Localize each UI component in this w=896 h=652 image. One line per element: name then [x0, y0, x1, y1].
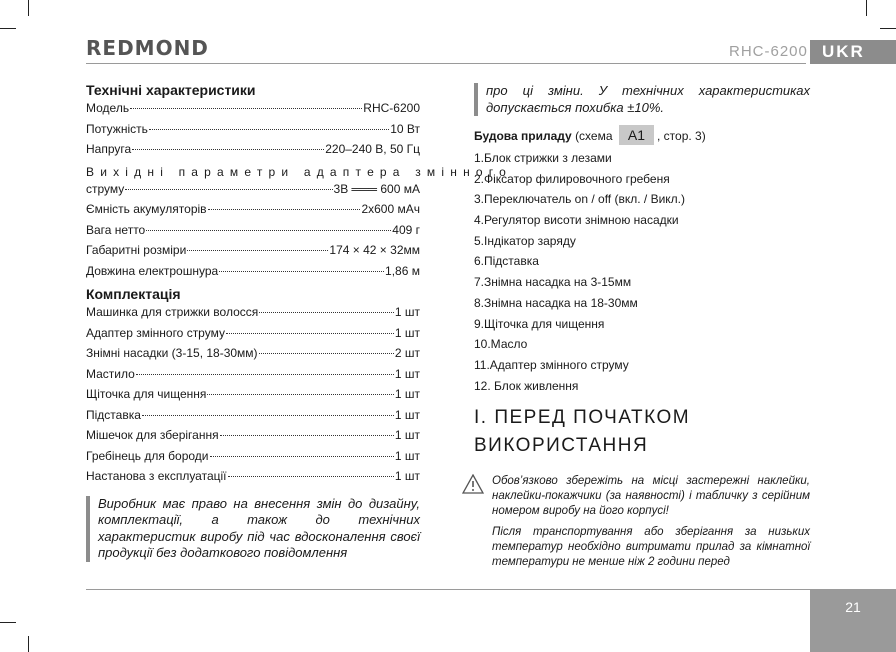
- structure-title: Будова приладу (схема A1 , стор. 3): [474, 127, 706, 143]
- kit-row: Знімні насадки (3-15, 18-30мм) 2 шт: [86, 346, 420, 360]
- list-item: 9.Щіточка для чищення: [474, 316, 605, 331]
- footer-divider: [86, 589, 810, 590]
- spec-row: Ємність акумуляторів 2х600 мАч: [86, 202, 420, 216]
- crop-mark: [0, 28, 16, 29]
- kit-row: Гребінець для бороди 1 шт: [86, 448, 420, 463]
- spec-row: Напруга 220–240 В, 50 Гц: [86, 142, 420, 156]
- warning-block: [462, 474, 810, 576]
- spec-row: Габаритні розміри 174 × 42 × 32мм: [86, 243, 420, 257]
- language-tab: UKR: [810, 40, 896, 64]
- specs-title: Технічні характеристики: [86, 82, 256, 98]
- list-item: 1.Блок стрижки з лезами: [474, 151, 612, 165]
- list-item: 10.Масло: [474, 337, 528, 352]
- warning-text: Після транспортування або зберігання за низьких температур необхідно витримати прилад за кімнатної температури не менше ніж 2 години перед: [492, 526, 810, 568]
- spec-row: струму 3В ═══ 600 мА: [86, 181, 420, 196]
- crop-mark: [866, 0, 867, 16]
- kit-title: Комплектація: [86, 286, 181, 302]
- list-item: 5.Індікатор заряду: [474, 233, 576, 248]
- adapter-params-line: Вихідні параметри адаптера змінного: [86, 164, 512, 179]
- spec-row: Вага нетто 409 г: [86, 222, 420, 237]
- list-item: 11.Адаптер змінного струму: [474, 357, 629, 372]
- manufacturer-note: Виробник має право на внесення змін до дизайну, комплектації, а також до технічних характеристик виробу під час вдосконалення своєї продукції без додаткового повідомлення: [86, 496, 420, 562]
- section-heading: I. ПЕРЕД ПОЧАТКОМ ВИКОРИСТАННЯ: [474, 407, 691, 457]
- structure-list: [474, 148, 810, 396]
- page-number: 21: [810, 589, 896, 652]
- kit-row: Машинка для стрижки волосся 1 шт: [86, 305, 420, 319]
- kit-row: Настанова з експлуатації 1 шт: [86, 469, 420, 483]
- list-item: 6.Підставка: [474, 254, 539, 269]
- crop-mark: [0, 622, 16, 623]
- kit-row: Мастило 1 шт: [86, 366, 420, 381]
- list-item: 4.Регулятор висоти знімною насадки: [474, 213, 679, 228]
- list-item: 7.Знімна насадка на 3-15мм: [474, 275, 632, 290]
- list-item: 8.Знімна насадка на 18-30мм: [474, 295, 638, 310]
- model-tag: RHC-6200: [729, 43, 808, 60]
- spec-row: Довжина електрошнура 1,86 м: [86, 263, 420, 278]
- warning-icon: [462, 474, 484, 494]
- scheme-label: A1: [619, 125, 654, 145]
- warning-text: Обов’язково збережіть на місці застережні наклейки, наклейки-покажчики (за наявності) і табличку з серійним номером виробу на його корпусі!: [492, 475, 810, 517]
- brand-logo: REDMOND: [86, 36, 209, 60]
- crop-mark: [28, 0, 29, 16]
- manufacturer-note-continued: про ці зміни. У технічних характеристиках допускається похибка ±10%.: [474, 83, 810, 116]
- list-item: 12. Блок живлення: [474, 378, 579, 393]
- kit-row: Мішечок для зберігання 1 шт: [86, 428, 420, 442]
- right-column: [474, 83, 810, 457]
- header-divider: [86, 63, 806, 64]
- crop-mark: [28, 636, 29, 652]
- spec-row: Модель RHC-6200: [86, 101, 420, 115]
- kit-row: Щіточка для чищення 1 шт: [86, 387, 420, 401]
- list-item: 2.Фіксатор филировочного гребеня: [474, 171, 670, 186]
- kit-row: Адаптер змінного струму 1 шт: [86, 325, 420, 340]
- list-item: 3.Переключатель on / off (вкл. / Викл.): [474, 192, 685, 207]
- kit-row: Підставка 1 шт: [86, 407, 420, 422]
- crop-mark: [880, 28, 896, 29]
- spec-row: Потужність 10 Вт: [86, 121, 420, 136]
